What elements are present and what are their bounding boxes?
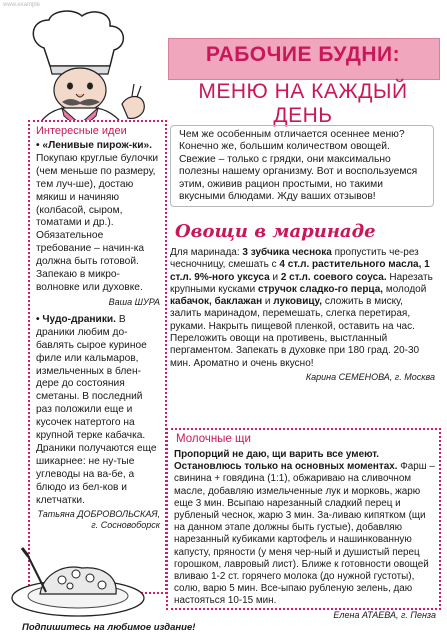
idea-1-signature: Ваша ШУРА (108, 296, 160, 307)
recipe-1-ingredient: кабачок, баклажан (170, 296, 263, 308)
recipe-2-title: Молочные щи (176, 433, 251, 445)
recipe-1-body (170, 247, 435, 389)
recipe-1-ingredient: 4 ст.л. растительного масла, 1 ст.л. 9%-ного уксуса (170, 259, 430, 283)
watermark: www.example (3, 2, 41, 8)
recipe-2-signature: Елена АТАЕВА, г. Пенза (333, 609, 436, 620)
ideas-title: Интересные идеи (36, 125, 127, 137)
recipe-2-main: Фарш – свинина + говядина (1:1), обжариваю на сливочном масле, добавляю измельченные лук и морковь, жарю еще 3 мин. Всыпаю нарезанный сладкий перец и рубленый чеснок, жарю 3 мин. За-ливаю кипятком (щи на данном этапе должны быть густые), добавляю нарезанный кубиками картофель и нашинкованную капусту, пряности (у меня чер-ный и душистый перец горошком, лавровый лист). Ближе к готовности овощей вливаю 1-2 ст. горячего молока (до нужной густоты), солю, варю 5 мин. Все-ыпаю рубленую зелень, даю настояться 10-15 мин. (174, 461, 435, 607)
intro-text: Чем же особенным отличается осеннее меню? Конечно же, большим количеством овощей. Свежие – только с грядки, они максимально полезны нашему организму. Вот и воспользуемся этим, оживив рацион простыми, но такими вкусными блюдами. Жду ваших отзывов! (179, 129, 418, 203)
idea-2 (36, 314, 160, 508)
recipe-1-title: Овощи в маринаде (175, 221, 376, 242)
recipe-1-part: Нарезать крупными кусками (170, 271, 433, 295)
page-title-block (168, 38, 438, 127)
recipe-2-box (166, 428, 441, 620)
footer-slogan: Подпишитесь на любимое издание! (22, 622, 196, 633)
idea-2-lead: • Чудо-драники. (36, 313, 117, 325)
recipe-1-part: и (269, 271, 281, 283)
idea-2-text: В драники любим до-бавлять сырое куриное филе или кальмаров, измельченных в блен-дере до состояния сметаны. В последний раз положили еще и кусочек натертого на крупной терке кабачка. Драники получаются еще шикарнее: не ну-тые углеводы на ва-бе, а блюдо из бел-ков и клетчатки. (36, 313, 157, 506)
recipe-1-part: молодой (383, 283, 427, 295)
page-subtitle: МЕНЮ НА КАЖДЫЙ ДЕНЬ (198, 80, 408, 127)
idea-1-lead: • «Ленивые пирож-ки». (36, 140, 152, 151)
ideas-body (36, 140, 160, 531)
recipe-2-text (174, 449, 436, 608)
recipe-1-ingredient: 3 зубчика чеснока (242, 247, 332, 258)
page-title: РАБОЧИЕ БУДНИ: (205, 43, 401, 66)
recipe-2-lead: Пропорций не даю, щи варить все умеют. Остановлюсь только на основных моментах. (174, 449, 398, 473)
recipe-1-part: и (262, 296, 274, 308)
idea-2-signature-city: г. Сосновоборск (91, 520, 160, 531)
recipe-1-ingredient: стручок сладко-го перца, (257, 283, 384, 295)
idea-2-signature-name: Татьяна ДОБРОВОЛЬСКАЯ, (37, 509, 160, 520)
recipe-1-ingredient: луковицу, (273, 296, 323, 308)
recipe-1-part: пропустить че-рез чесночницу, смешать с (170, 247, 419, 271)
intro-box (170, 125, 434, 207)
plate-illustration (6, 522, 156, 622)
recipe-1-part: Для маринада: (170, 247, 243, 258)
idea-1-text: Покупаю круглые булочки (чем меньше по размеру, тем луч-ше), достаю мякиш и начиняю (колбасой, сыром, томатами и др.). Обязательное требование – начин-ка должна быть готовой. Запекаю в микро-волновке или духовке. (36, 152, 159, 293)
idea-1 (36, 140, 160, 295)
recipe-2-body (174, 449, 436, 627)
recipe-1-text (170, 247, 435, 370)
chef-illustration (4, 8, 174, 138)
recipe-1-ingredient: 2 ст.л. соевого соуса. (280, 271, 387, 283)
recipe-1-part: сложить в миску, залить маринадом, перемешать, слегка перетирая, руками. Накрыть пищевой пленкой, оставить на час. Переложить овощи на противень, выстланный пергаментом. Запекать в духовке при 180 град. 20-30 мин. Ароматно и очень вкусно! (170, 296, 420, 369)
recipe-1-signature: Карина СЕМЕНОВА, г. Москва (305, 371, 435, 382)
